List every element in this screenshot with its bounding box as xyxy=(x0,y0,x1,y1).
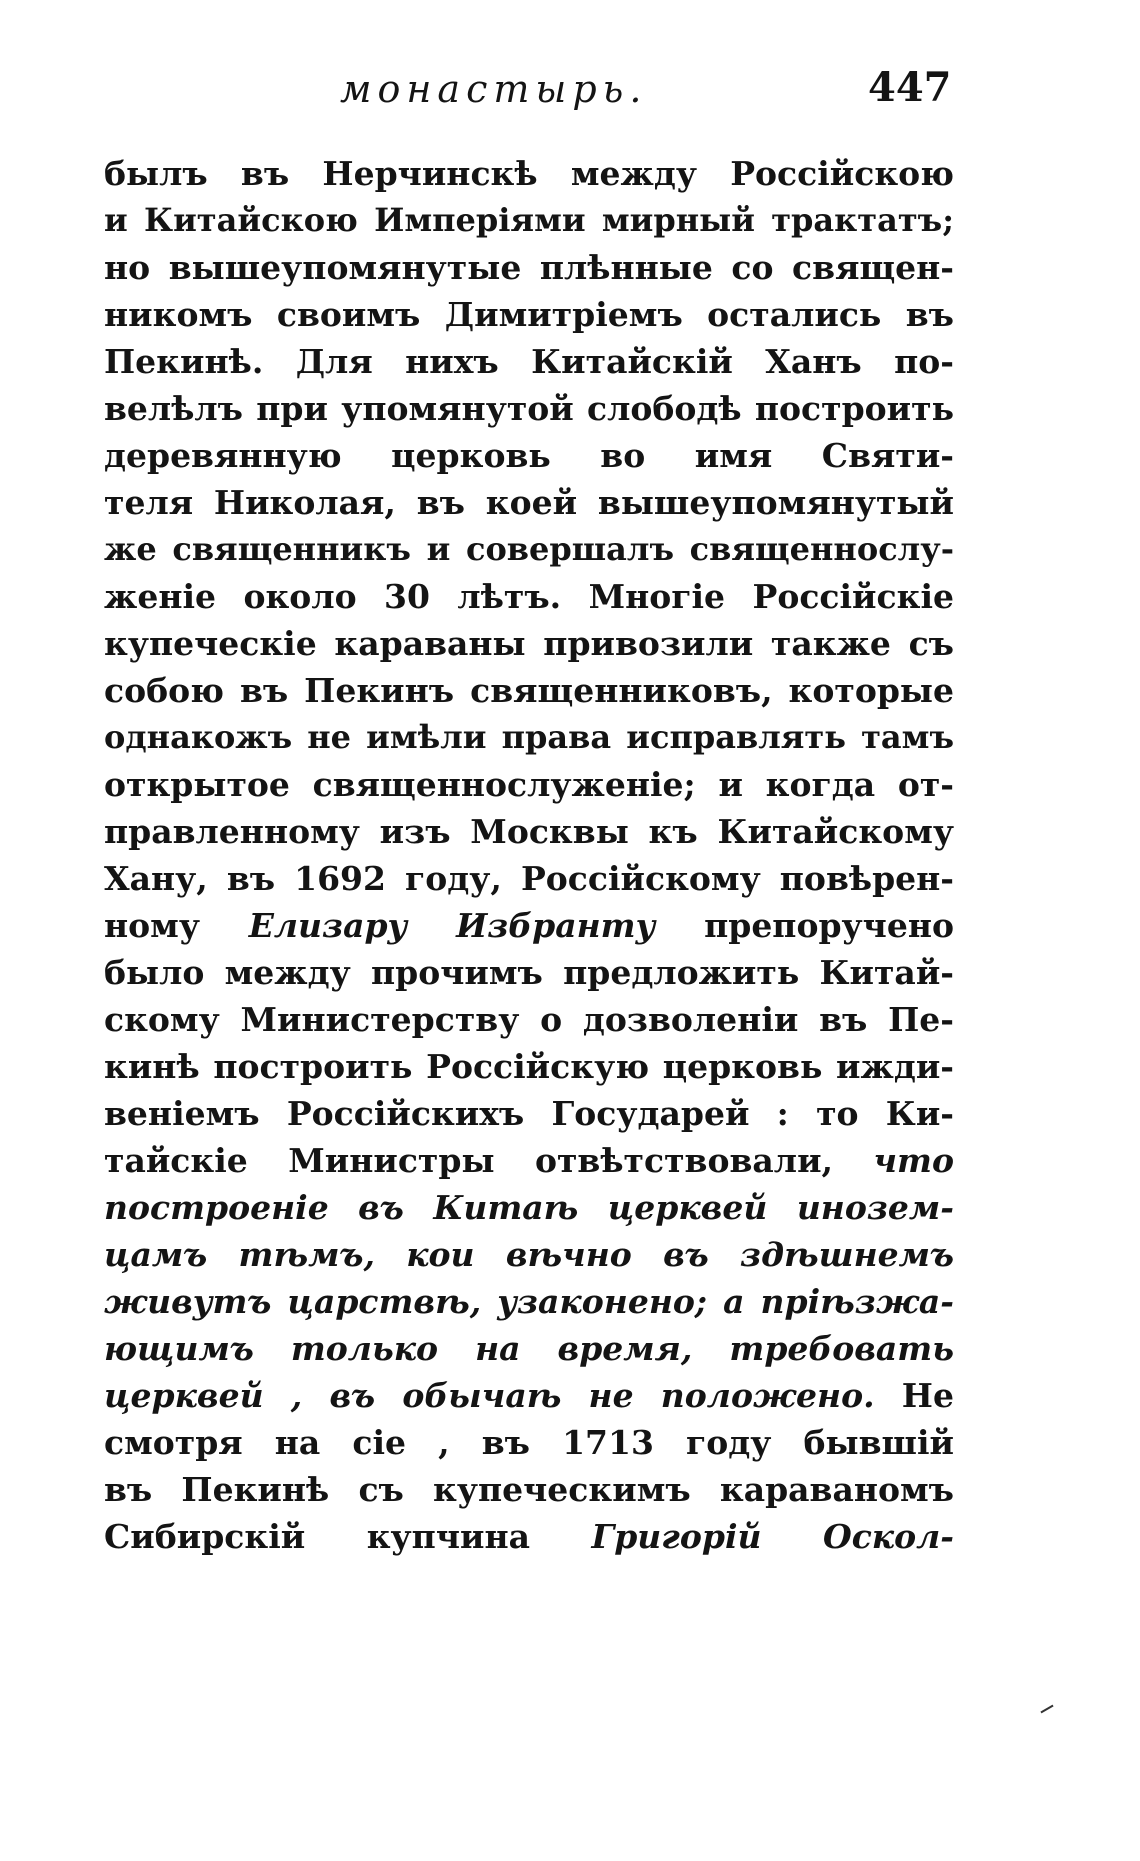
italic-text-segment: Елизару Избранту xyxy=(248,906,656,945)
text-line xyxy=(104,150,954,197)
text-segment: смотря на сіе , въ 1713 году бывшій xyxy=(104,1423,954,1462)
text-line xyxy=(104,1231,954,1278)
text-line xyxy=(104,949,954,996)
text-segment: и Китайскою Имперіями мирный трактатъ; xyxy=(104,201,954,239)
text-line xyxy=(104,667,954,714)
text-line xyxy=(104,855,954,902)
text-segment: скому Министерству о дозволеніи въ Пе- xyxy=(104,1000,954,1039)
page-number: 447 xyxy=(868,64,952,111)
text-line xyxy=(104,1043,954,1090)
running-head: монастырь. xyxy=(340,67,648,111)
text-segment: однакожъ не имѣли права исправлять тамъ xyxy=(104,718,954,756)
text-line xyxy=(104,197,954,244)
text-segment: Пекинѣ. Для нихъ Китайскій Ханъ по- xyxy=(104,342,954,381)
text-line xyxy=(104,291,954,338)
text-segment: было между прочимъ предложить Китай- xyxy=(104,953,954,992)
text-segment: въ Пекинѣ съ купеческимъ караваномъ xyxy=(104,1470,954,1509)
text-line xyxy=(104,996,954,1043)
italic-text-segment: цамъ тѣмъ, кои вѣчно въ здѣшнемъ xyxy=(104,1235,954,1274)
text-segment: же священникъ и совершалъ священнослу- xyxy=(104,530,954,568)
text-segment: Хану, въ 1692 году, Россійскому повѣрен- xyxy=(104,859,954,898)
text-line xyxy=(104,902,954,949)
italic-text-segment: живутъ царствѣ, узаконено; а пріѣзжа- xyxy=(104,1282,954,1321)
text-segment: правленному изъ Москвы къ Китайскому xyxy=(104,812,954,851)
print-speck xyxy=(1040,1705,1053,1714)
text-line xyxy=(104,620,954,667)
text-segment: былъ въ Нерчинскѣ между Россійскою xyxy=(104,154,954,193)
text-segment: теля Николая, въ коей вышеупомянутый xyxy=(104,483,954,522)
text-line xyxy=(104,1325,954,1372)
text-segment: ному xyxy=(104,906,249,945)
text-segment: женіе около 30 лѣтъ. Многіе Россійскіе xyxy=(104,577,954,616)
text-line xyxy=(104,1137,954,1184)
text-line xyxy=(104,1419,954,1466)
text-segment: собою въ Пекинъ священниковъ, которые xyxy=(104,671,954,710)
text-line xyxy=(104,1090,954,1137)
text-line xyxy=(104,1466,954,1513)
text-segment: но вышеупомянутые плѣнные со священ- xyxy=(104,248,954,287)
text-line xyxy=(104,244,954,291)
text-segment: препоручено xyxy=(655,906,954,945)
text-segment: веніемъ Россійскихъ Государей : то Ки- xyxy=(104,1094,954,1133)
body-text xyxy=(104,150,954,1560)
text-line xyxy=(104,1184,954,1231)
text-line xyxy=(104,808,954,855)
text-line xyxy=(104,432,954,479)
text-segment: купеческіе караваны привозили также съ xyxy=(104,624,954,663)
italic-text-segment: Григорій Оскол- xyxy=(591,1517,954,1556)
text-line xyxy=(104,573,954,620)
text-segment: кинѣ построить Россійскую церковь ижди- xyxy=(104,1047,954,1086)
text-segment: Не xyxy=(874,1376,954,1415)
text-segment: тайскіе Министры отвѣтствовали, xyxy=(104,1141,874,1180)
text-line xyxy=(104,338,954,385)
text-line xyxy=(104,1278,954,1325)
text-line xyxy=(104,385,954,432)
text-segment: велѣлъ при упомянутой слободѣ построить xyxy=(104,389,954,428)
text-segment: открытое священнослуженіе; и когда от- xyxy=(104,765,954,804)
text-line xyxy=(104,761,954,808)
text-line xyxy=(104,1513,954,1560)
italic-text-segment: что xyxy=(873,1141,954,1180)
text-line xyxy=(104,1372,954,1419)
text-line xyxy=(104,526,954,573)
text-line xyxy=(104,714,954,761)
italic-text-segment: церквей , въ обычаѣ не положено. xyxy=(104,1376,875,1415)
text-line xyxy=(104,479,954,526)
text-segment: Сибирскій купчина xyxy=(104,1517,592,1556)
italic-text-segment: ющимъ только на время, требовать xyxy=(104,1329,954,1368)
text-segment: деревянную церковь во имя Святи- xyxy=(104,436,954,475)
text-segment: никомъ своимъ Димитріемъ остались въ xyxy=(104,295,954,334)
italic-text-segment: построеніе въ Китаѣ церквей инозем- xyxy=(104,1188,954,1227)
